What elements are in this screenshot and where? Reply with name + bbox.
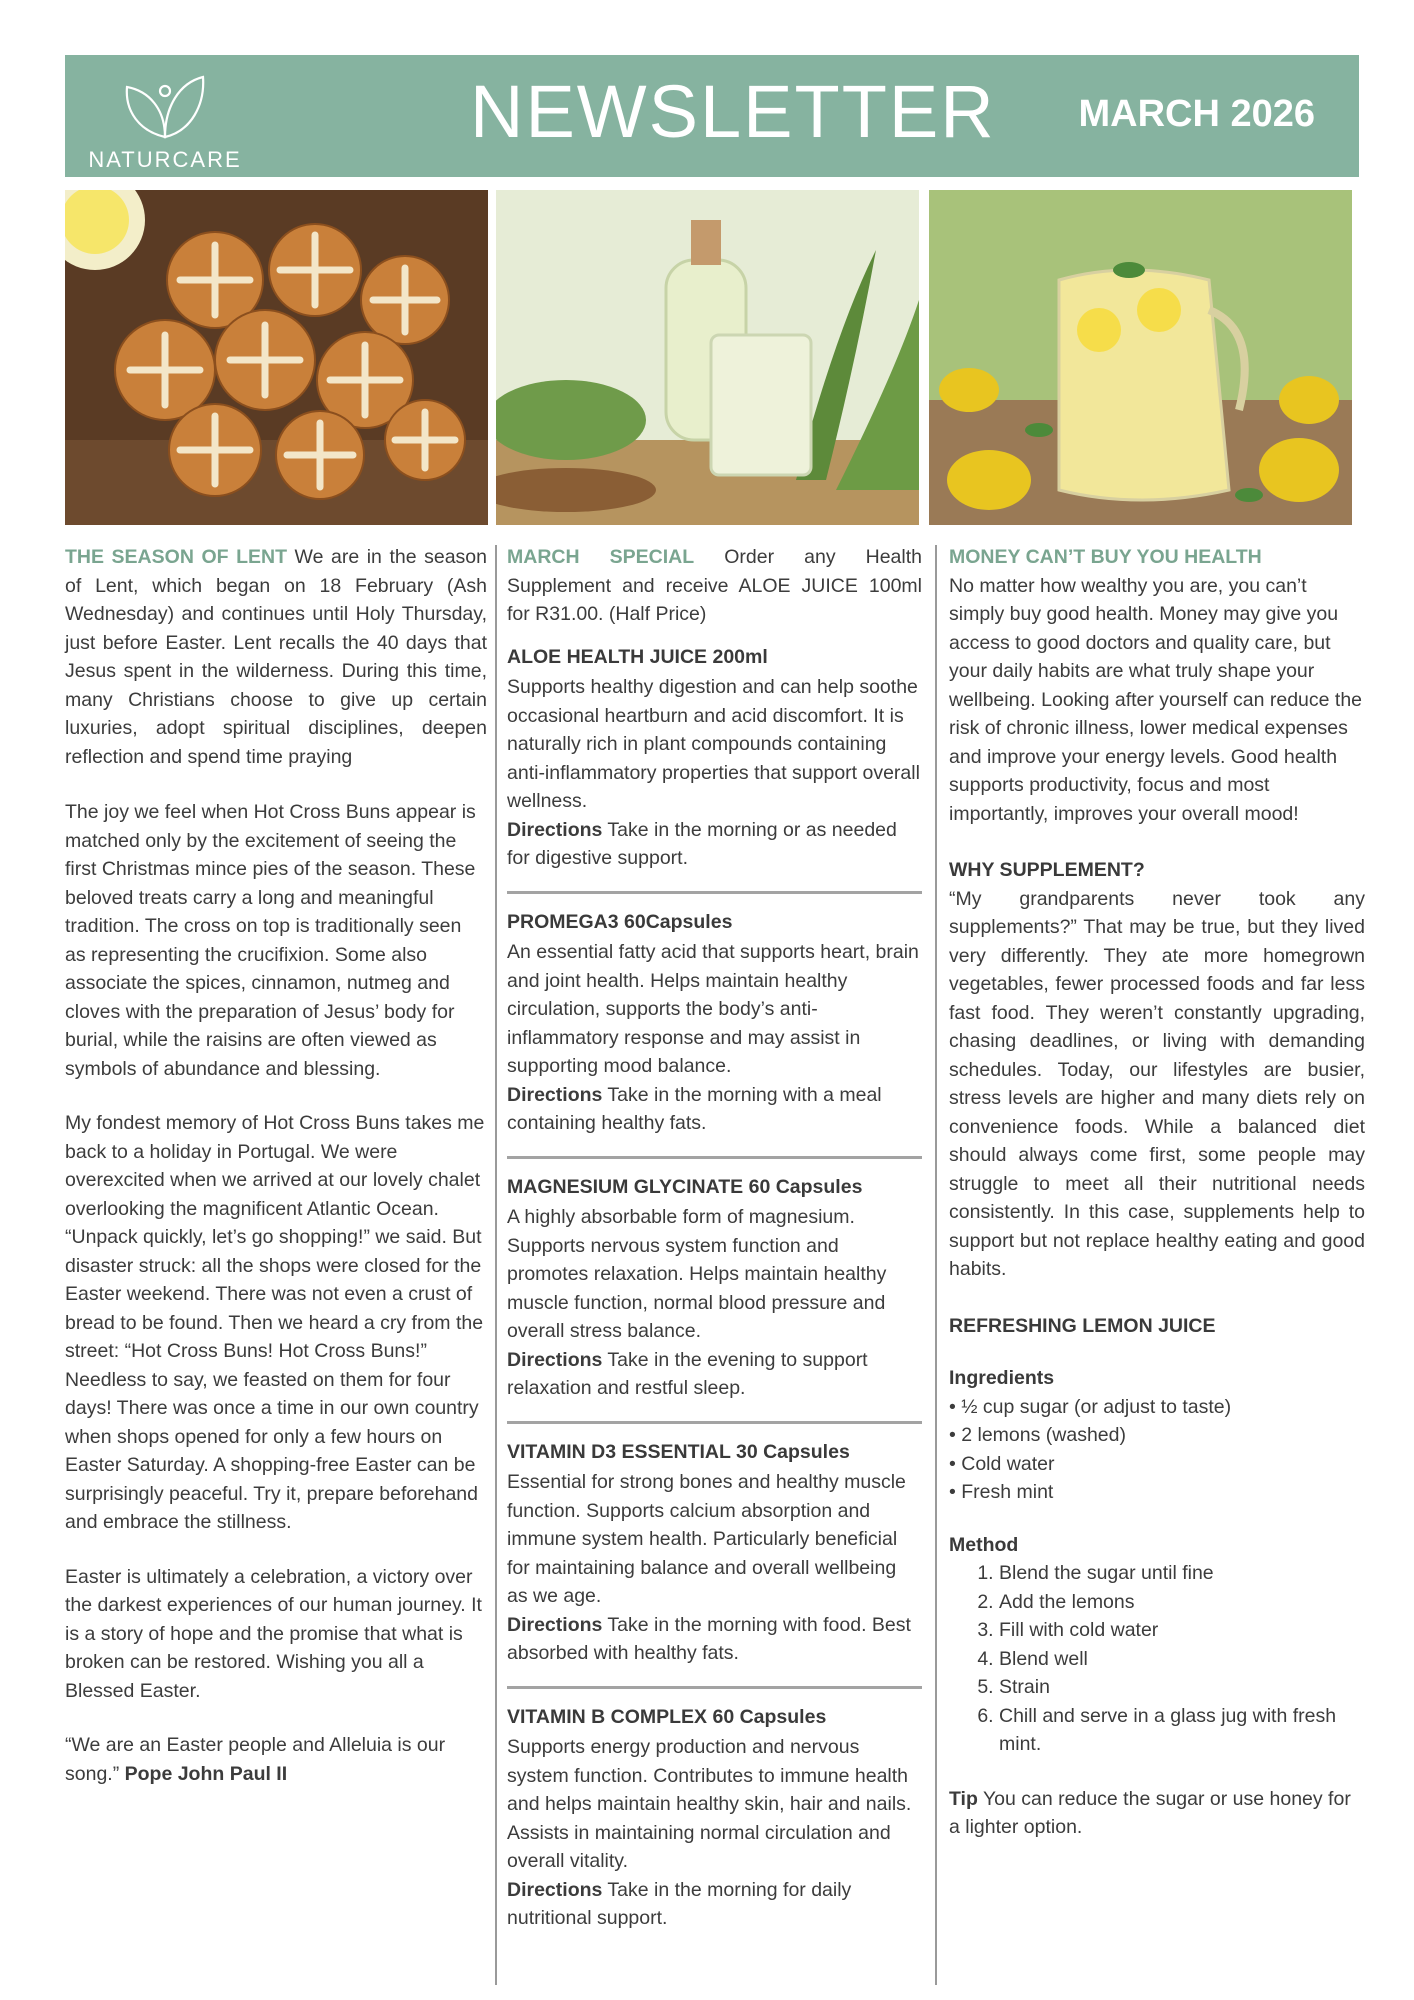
supplements-column <box>507 543 922 1933</box>
hot-cross-buns-paragraph: The joy we feel when Hot Cross Buns appear is matched only by the excitement of seeing the first Christmas mince pies of the season. These beloved treats carry a long and meaningful tradition. The cross on top is traditionally seen as representing the crucifixion. Some also associate the spices, cinnamon, nutmeg and cloves with the preparation of Jesus’ body for burial, while the raisins are often viewed as symbols of abundance and blessing. <box>65 801 476 1080</box>
why-supplement-heading: WHY SUPPLEMENT? <box>949 859 1145 881</box>
product-directions: Directions Take in the morning with food. Best absorbed with healthy fats. <box>507 1613 911 1664</box>
product-divider <box>507 1686 922 1689</box>
product-name: ALOE HEALTH JUICE 200ml <box>507 645 768 668</box>
leaf-logo-icon <box>119 65 211 145</box>
product-directions: Directions Take in the morning or as needed for digestive support. <box>507 818 897 869</box>
newsletter-title: NEWSLETTER <box>470 70 996 153</box>
product-description: An essential fatty acid that supports heart, brain and joint health. Helps maintain healthy circulation, supports the body’s anti-inflammatory response and may assist in supporting mood balance. <box>507 941 919 1077</box>
lemon-juice-photo <box>929 190 1352 525</box>
product-description: Essential for strong bones and healthy muscle function. Supports calcium absorption and immune system health. Particularly beneficial for maintaining balance and overall wellbeing as we age. <box>507 1471 906 1607</box>
newsletter-header <box>65 55 1359 177</box>
tip-paragraph: Tip You can reduce the sugar or use honey for a lighter option. <box>949 1787 1351 1838</box>
product-name: MAGNESIUM GLYCINATE 60 Capsules <box>507 1175 863 1198</box>
why-supplement-paragraph: “My grandparents never took any supplements?” That may be true, but they lived very differently. They ate more homegrown vegetables, fewer processed foods and far less fast food. They weren’t constantly upgrading, chasing deadlines, or living with demanding schedules. Today, our lifestyles are busier, stress levels are higher and many diets rely on convenience foods. While a balanced diet should always come first, some people may struggle to meet all their nutritional needs consistently. In this case, supplements help to support but not replace healthy eating and good habits. <box>949 887 1365 1280</box>
method-step: 2. Add the lemons <box>999 1588 1365 1617</box>
product-name: VITAMIN D3 ESSENTIAL 30 Capsules <box>507 1440 850 1463</box>
aloe-juice-photo <box>496 190 919 525</box>
money-heading: MONEY CAN’T BUY YOU HEALTH <box>949 546 1262 568</box>
easter-quote: “We are an Easter people and Alleluia is our song.” Pope John Paul II <box>65 1734 446 1785</box>
lemon-juice-heading: REFRESHING LEMON JUICE <box>949 1314 1216 1337</box>
quote-author: Pope John Paul II <box>124 1762 288 1785</box>
lent-paragraph: THE SEASON OF LENT We are in the season of Lent, which began on 18 February (Ash Wednesday) and continues until Holy Thursday, just before Easter. Lent recalls the 40 days that Jesus spent in the wilderness. During this time, many Christians choose to give up certain luxuries, adopt spiritual disciplines, deepen reflection and spend time praying <box>65 546 487 768</box>
tip-label: Tip <box>949 1787 978 1810</box>
product-directions: Directions Take in the morning with a meal containing healthy fats. <box>507 1083 882 1134</box>
ingredient-item: • ½ cup sugar (or adjust to taste) <box>949 1395 1232 1418</box>
method-step: 6. Chill and serve in a glass jug with fresh mint. <box>999 1702 1365 1759</box>
product-name: PROMEGA3 60Capsules <box>507 910 733 933</box>
brand-name: NATURCARE <box>88 147 242 172</box>
method-step: 1. Blend the sugar until fine <box>999 1559 1365 1588</box>
product-description: Supports healthy digestion and can help soothe occasional heartburn and acid discomfort. It is naturally rich in plant compounds containing anti-inflammatory properties that support overall wellness. <box>507 676 920 812</box>
ingredient-item: • Fresh mint <box>949 1481 1054 1503</box>
product-description: A highly absorbable form of magnesium. Supports nervous system function and promotes relaxation. Helps maintain healthy muscle function, normal blood pressure and overall stress balance. <box>507 1206 887 1342</box>
march-special: MARCH SPECIAL Order any Health Supplement and receive ALOE JUICE 100ml for R31.00. (Half Price) <box>507 546 922 625</box>
health-column <box>949 543 1365 1842</box>
brand-logo <box>85 65 245 175</box>
portugal-memory-paragraph: My fondest memory of Hot Cross Buns takes me back to a holiday in Portugal. We were overexcited when we arrived at our lovely chalet overlooking the magnificent Atlantic Ocean. “Unpack quickly, let’s go shopping!” we said. But disaster struck: all the shops were closed for the Easter weekend. There was not even a crust of bread to be found. Then we heard a cry from the street: “Hot Cross Buns! Hot Cross Buns!” Needless to say, we feasted on them for four days! There was once a time in our own country when shops opened for only a few hours on Easter Saturday. A shopping-free Easter can be surprisingly peaceful. Try it, prepare beforehand and embrace the stillness. <box>65 1112 485 1533</box>
lent-heading: THE SEASON OF LENT <box>65 546 287 568</box>
easter-paragraph: Easter is ultimately a celebration, a victory over the darkest experiences of our human journey. It is a story of hope and the promise that what is broken can be restored. Wishing you all a Blessed Easter. <box>65 1565 482 1702</box>
product-directions: Directions Take in the morning for daily nutritional support. <box>507 1878 852 1929</box>
money-paragraph: No matter how wealthy you are, you can’t simply buy good health. Money may give you access to good doctors and quality care, but your daily habits are what truly shape your wellbeing. Looking after yourself can reduce the risk of chronic illness, lower medical expenses and improve your energy levels. Good health supports productivity, focus and most importantly, improves your overall mood! <box>949 574 1363 825</box>
march-special-heading: MARCH SPECIAL <box>507 546 695 568</box>
ingredients-heading: Ingredients <box>949 1367 1055 1389</box>
product-divider <box>507 891 922 894</box>
issue-date: MARCH 2026 <box>1078 93 1315 135</box>
method-step: 3. Fill with cold water <box>999 1616 1365 1645</box>
column-divider <box>495 545 497 1985</box>
column-divider <box>935 545 937 1985</box>
method-heading: Method <box>949 1533 1019 1556</box>
product-name: VITAMIN B COMPLEX 60 Capsules <box>507 1705 827 1728</box>
method-list <box>949 1559 1365 1759</box>
lent-column <box>65 543 487 1788</box>
method-step: 5. Strain <box>999 1673 1365 1702</box>
product-divider <box>507 1156 922 1159</box>
ingredient-item: • Cold water <box>949 1452 1055 1475</box>
product-divider <box>507 1421 922 1424</box>
product-directions: Directions Take in the evening to support relaxation and restful sleep. <box>507 1348 868 1399</box>
ingredients-list <box>949 1393 1365 1507</box>
hot-cross-buns-photo <box>65 190 488 525</box>
method-step: 4. Blend well <box>999 1645 1365 1674</box>
product-description: Supports energy production and nervous system function. Contributes to immune health and helps maintain healthy skin, hair and nails. Assists in maintaining normal circulation and overall vitality. <box>507 1736 912 1872</box>
ingredient-item: • 2 lemons (washed) <box>949 1424 1126 1446</box>
